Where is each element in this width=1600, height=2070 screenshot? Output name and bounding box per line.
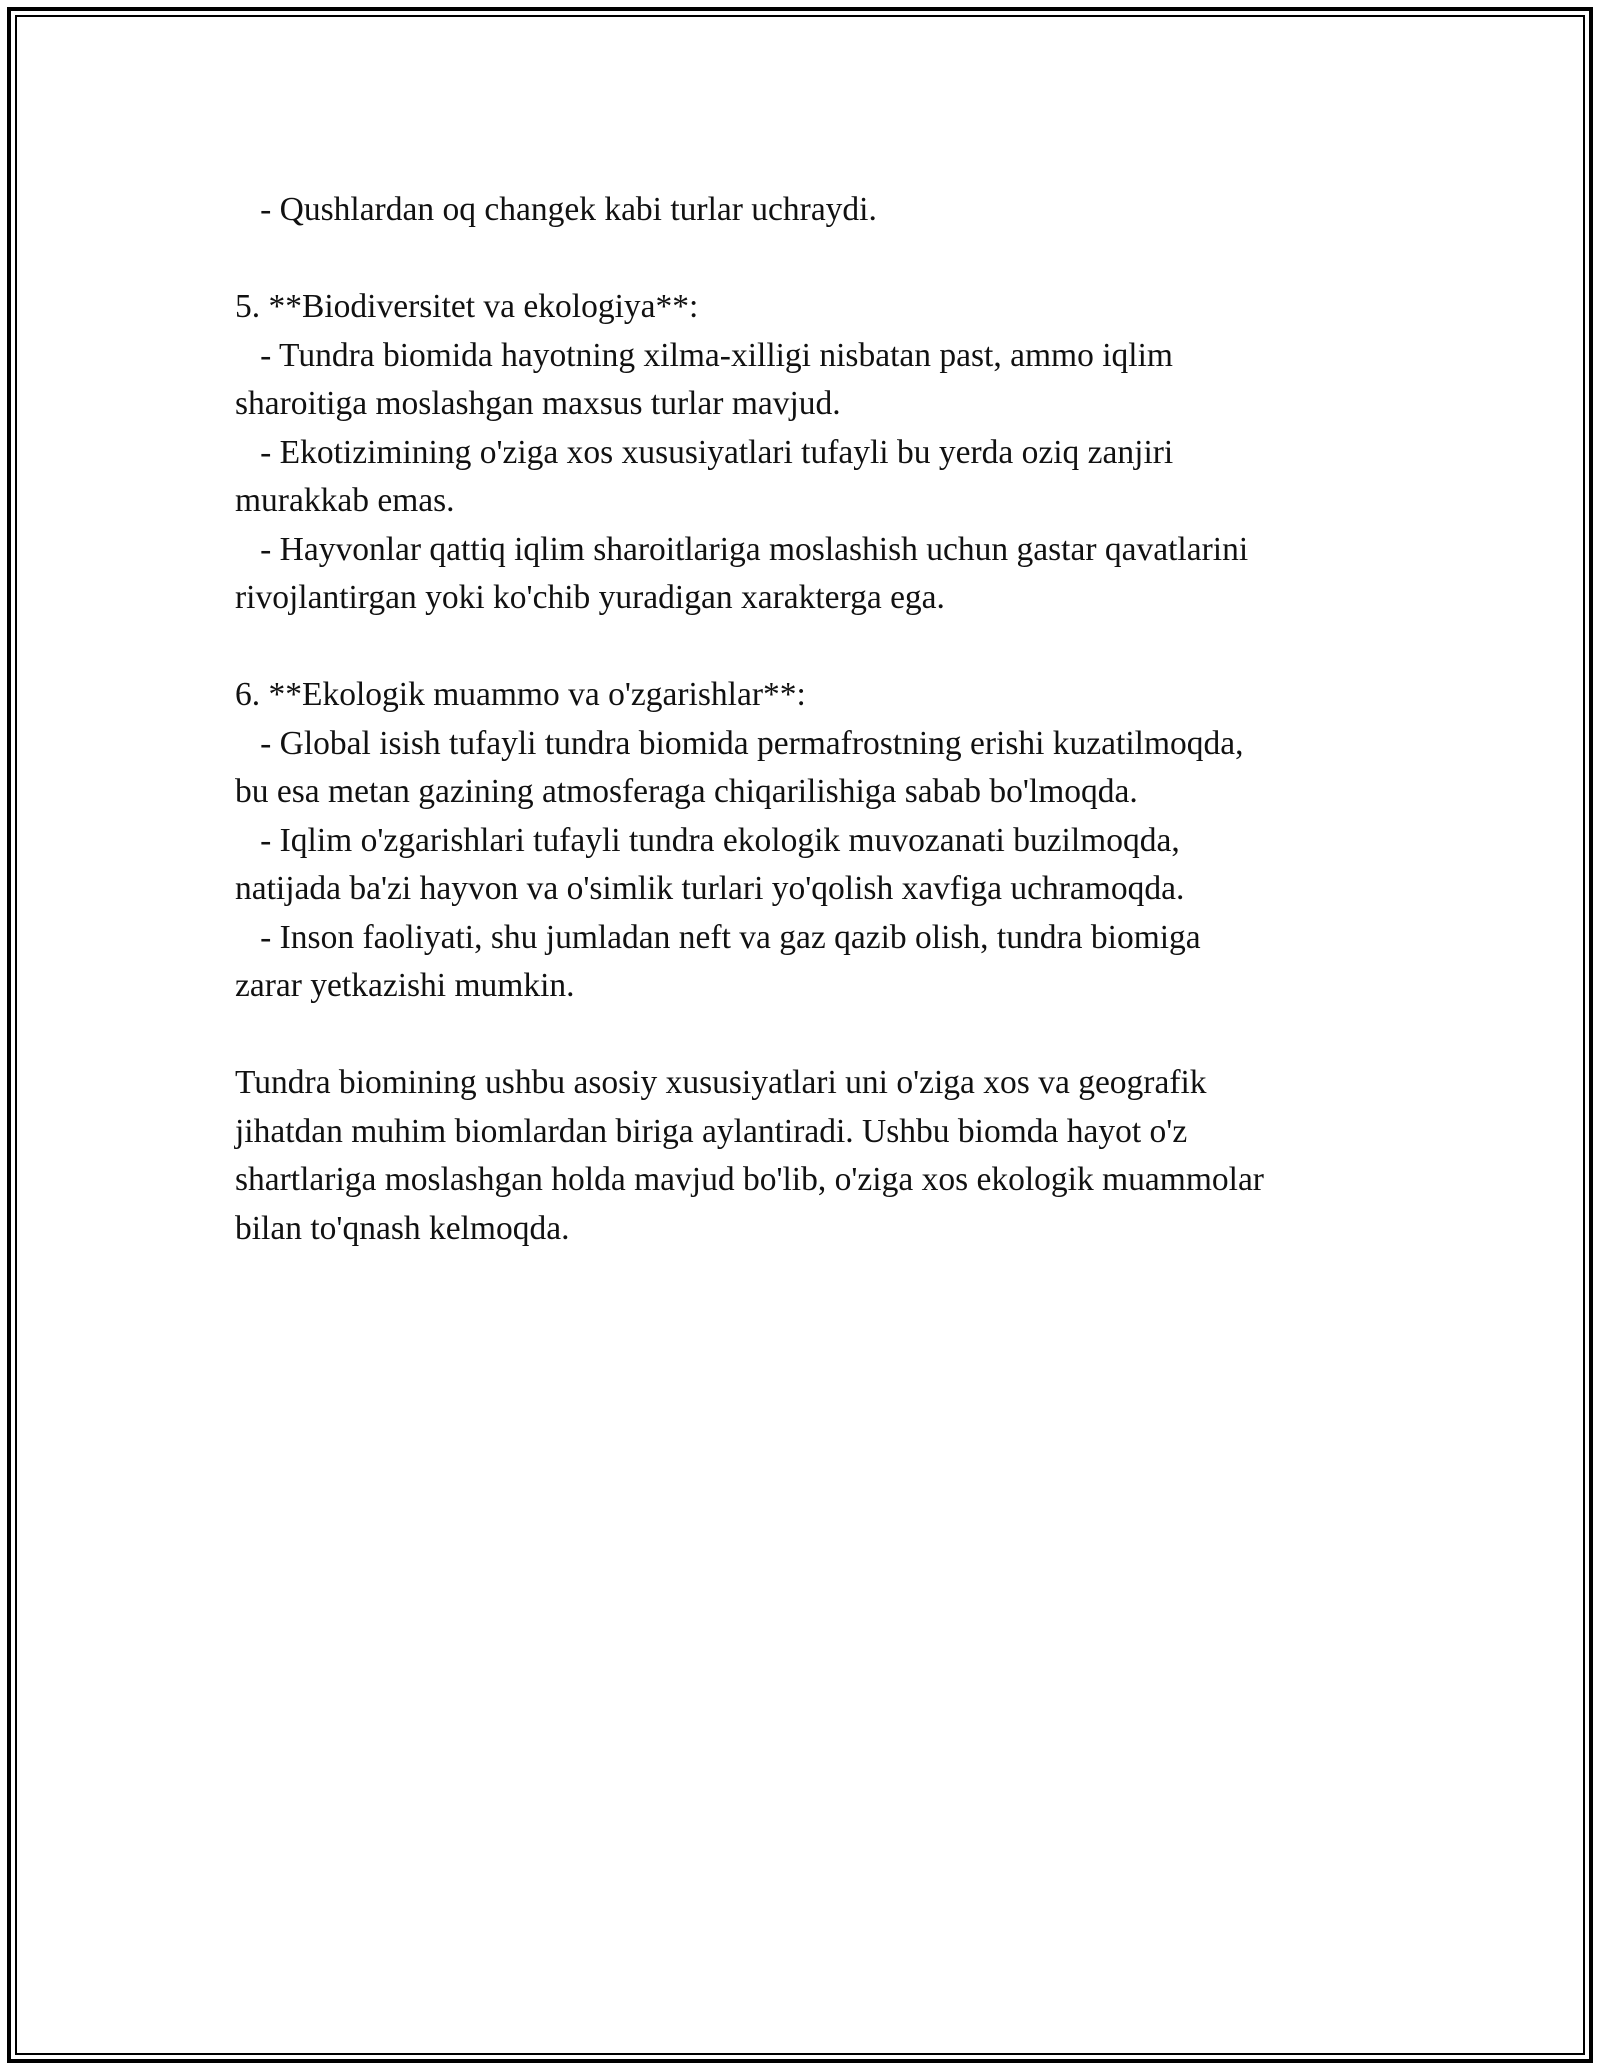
text-line: zarar yetkazishi mumkin. (235, 967, 575, 1004)
conclusion-line: Tundra biomining ushbu asosiy xususiyatlari uni o'ziga xos va geografik (235, 1064, 1207, 1101)
bullet-birds: - Qushlardan oq changek kabi turlar uchraydi. (235, 191, 877, 228)
text-line: bu esa metan gazining atmosferaga chiqarilishiga sabab bo'lmoqda. (235, 773, 1138, 810)
text-line: - Iqlim o'zgarishlari tufayli tundra ekologik muvozanati buzilmoqda, (235, 821, 1180, 859)
blank-line (235, 623, 1395, 672)
section-heading-ecological-problems: 6. **Ekologik muammo va o'zgarishlar**: (235, 676, 806, 713)
conclusion-line: jihatdan muhim biomlardan biriga aylantiradi. Ushbu biomda hayot o'z (235, 1112, 1188, 1150)
text-line: rivojlantirgan yoki ko'chib yuradigan xarakterga ega. (235, 579, 945, 616)
section-heading-biodiversity: 5. **Biodiversitet va ekologiya**: (235, 288, 699, 325)
text-line: sharoitiga moslashgan maxsus turlar mavjud. (235, 385, 841, 422)
text-line: - Inson faoliyati, shu jumladan neft va gaz qazib olish, tundra biomiga (235, 918, 1201, 956)
conclusion-line: shartlariga moslashgan holda mavjud bo'lib, o'ziga xos ekologik muammolar (235, 1161, 1264, 1198)
text-line: natijada ba'zi hayvon va o'simlik turlari yo'qolish xavfiga uchramoqda. (235, 870, 1185, 907)
document-body (235, 186, 1395, 1253)
blank-line (235, 235, 1395, 284)
text-line: - Tundra biomida hayotning xilma-xilligi nisbatan past, ammo iqlim (235, 336, 1173, 374)
text-line: - Ekotizimining o'ziga xos xususiyatlari tufayli bu yerda oziq zanjiri (235, 433, 1174, 471)
text-line: murakkab emas. (235, 482, 455, 519)
text-line: - Hayvonlar qattiq iqlim sharoitlariga moslashish uchun gastar qavatlarini (235, 530, 1249, 568)
blank-line (235, 1011, 1395, 1060)
conclusion-line: bilan to'qnash kelmoqda. (235, 1209, 570, 1247)
text-line: - Global isish tufayli tundra biomida permafrostning erishi kuzatilmoqda, (235, 724, 1244, 762)
